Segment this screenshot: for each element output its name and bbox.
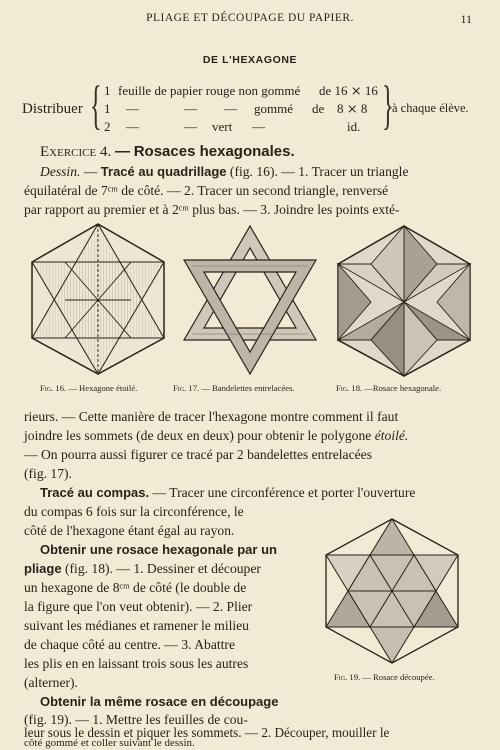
exercise-heading <box>40 143 295 161</box>
paragraph-1-line-3: par rapport au premier et à 2ᶜᵐ plus bas. — 3. Joindre les points exté- <box>24 202 400 217</box>
paragraph-4-line-4: la figure que l'on veut obtenir). — 2. Plier <box>24 599 253 614</box>
paragraph-4-line-5: suivant les médianes et ramener le milieu <box>24 618 249 633</box>
caption-fig-19 <box>334 672 435 682</box>
caption-fig-18 <box>336 383 441 393</box>
exercise-dash: — <box>114 143 130 160</box>
paragraph-3-line-3: côté de l'hexagone étant égal au rayon. <box>24 523 235 538</box>
paragraph-1-line-1: Dessin. — Tracé au quadrillage (fig. 16). — 1. Tracer un triangle <box>40 164 409 179</box>
paragraph-5-line-3: leur sous le dessin et piquer les sommets. — 2. Découper, mouiller le <box>24 725 390 740</box>
caption-label: Fig. 17. <box>173 383 200 393</box>
exercise-label: Exercice 4. <box>40 144 112 160</box>
page-number: 11 <box>460 12 472 26</box>
text: (fig. 16). — 1. Tracer un triangle <box>229 164 409 179</box>
text: joindre les sommets (de deux en deux) pour obtenir le polygone <box>24 428 372 443</box>
left-brace-icon: { <box>90 75 102 135</box>
trace-compas-lead: Tracé au compas. <box>40 485 150 500</box>
caption-label: Fig. 16. <box>40 383 67 393</box>
item: feuille de papier rouge non gommé <box>118 83 301 98</box>
paragraph-2-line-2 <box>24 427 484 446</box>
item: vert <box>212 119 233 134</box>
qty: 1 <box>104 101 111 116</box>
distribuer-label: Distribuer <box>22 101 83 117</box>
pliage-lead: pliage <box>24 561 62 576</box>
size: id. <box>347 119 361 134</box>
caption-text: —Rosace hexagonale. <box>364 383 442 393</box>
paragraph-4-line-6: de chaque côté au centre. — 3. Abattre <box>24 637 235 652</box>
running-title: PLIAGE ET DÉCOUPAGE DU PAPIER. <box>146 12 354 24</box>
qty: 2 <box>104 119 111 134</box>
ditto: — <box>184 119 197 134</box>
paragraph-2-line-4: (fig. 17). <box>24 466 72 481</box>
caption-text: — Bandelettes entrelacées. <box>201 383 295 393</box>
caption-text: — Rosace découpée. <box>362 672 435 682</box>
figure-19-rosace-decoupee <box>322 515 462 667</box>
exercise-title: Rosaces hexagonales. <box>133 143 295 160</box>
obtenir-rosace-lead: Obtenir une rosace hexagonale par un <box>40 542 277 557</box>
caption-fig-17 <box>173 383 295 393</box>
paragraph-3-line-2: du compas 6 fois sur la circonférence, le <box>24 504 244 519</box>
size: de 16 ⨯ 16 <box>319 83 378 98</box>
trace-quadrillage-lead: Tracé au quadrillage <box>100 164 227 179</box>
text: (fig. 18). — 1. Dessiner et découper <box>64 561 261 576</box>
distribuer-suffix: à chaque élève. <box>392 101 469 115</box>
ditto: — <box>252 119 265 134</box>
text-italic: étoilé. <box>374 428 409 443</box>
qty: 1 <box>104 83 111 98</box>
dessin-label: Dessin. <box>40 164 81 179</box>
ditto: — <box>126 119 139 134</box>
section-title: DE L'HEXAGONE <box>202 54 298 66</box>
paragraph-2-line-3: — On pourra aussi figurer ce tracé par 2 bandelettes entrelacées <box>24 447 372 462</box>
caption-label: Fig. 18. <box>336 383 363 393</box>
paragraph-4-line-3: un hexagone de 8ᶜᵐ de côté (le double de <box>24 580 247 595</box>
figure-18-rosace-hexagonale <box>334 222 474 378</box>
paragraph-2-line-1: rieurs. — Cette manière de tracer l'hexagone montre comment il faut <box>24 409 399 424</box>
right-brace-icon: } <box>382 75 394 135</box>
running-header <box>0 12 500 28</box>
paragraph-5-line-4: côté gommé et coller suivant le dessin. <box>24 737 195 749</box>
ditto: — <box>126 101 139 116</box>
paragraph-4-line-2 <box>24 560 316 579</box>
de: de <box>312 101 325 116</box>
obtenir-decoupage-lead: Obtenir la même rosace en découpage <box>40 694 279 709</box>
ditto: — <box>224 101 237 116</box>
paragraph-1-line-2: équilatéral de 7ᶜᵐ de côté. — 2. Tracer un second triangle, renversé <box>24 183 389 198</box>
size: 8 ⨯ 8 <box>337 101 368 116</box>
paragraph-5-line-1 <box>40 693 316 712</box>
item: gommé <box>254 101 293 116</box>
ditto: — <box>184 101 197 116</box>
paragraph-4-line-7: les plis en en laissant trois sous les autres <box>24 656 249 671</box>
figure-17-bandelettes <box>180 222 320 378</box>
paragraph-3-line-1 <box>40 484 484 503</box>
caption-fig-16 <box>40 383 137 393</box>
paragraph-4-line-1 <box>40 541 316 560</box>
caption-text: — Hexagone étoilé. <box>68 383 138 393</box>
paragraph-5-line-2: (fig. 19). — 1. Mettre les feuilles de cou- <box>24 712 248 727</box>
caption-label: Fig. 19. <box>334 672 361 682</box>
text: — Tracer une circonférence et porter l'ouverture <box>152 485 416 500</box>
paragraph-4-line-8: (alterner). <box>24 675 78 690</box>
figure-16-hexagone-etoile <box>28 220 168 378</box>
